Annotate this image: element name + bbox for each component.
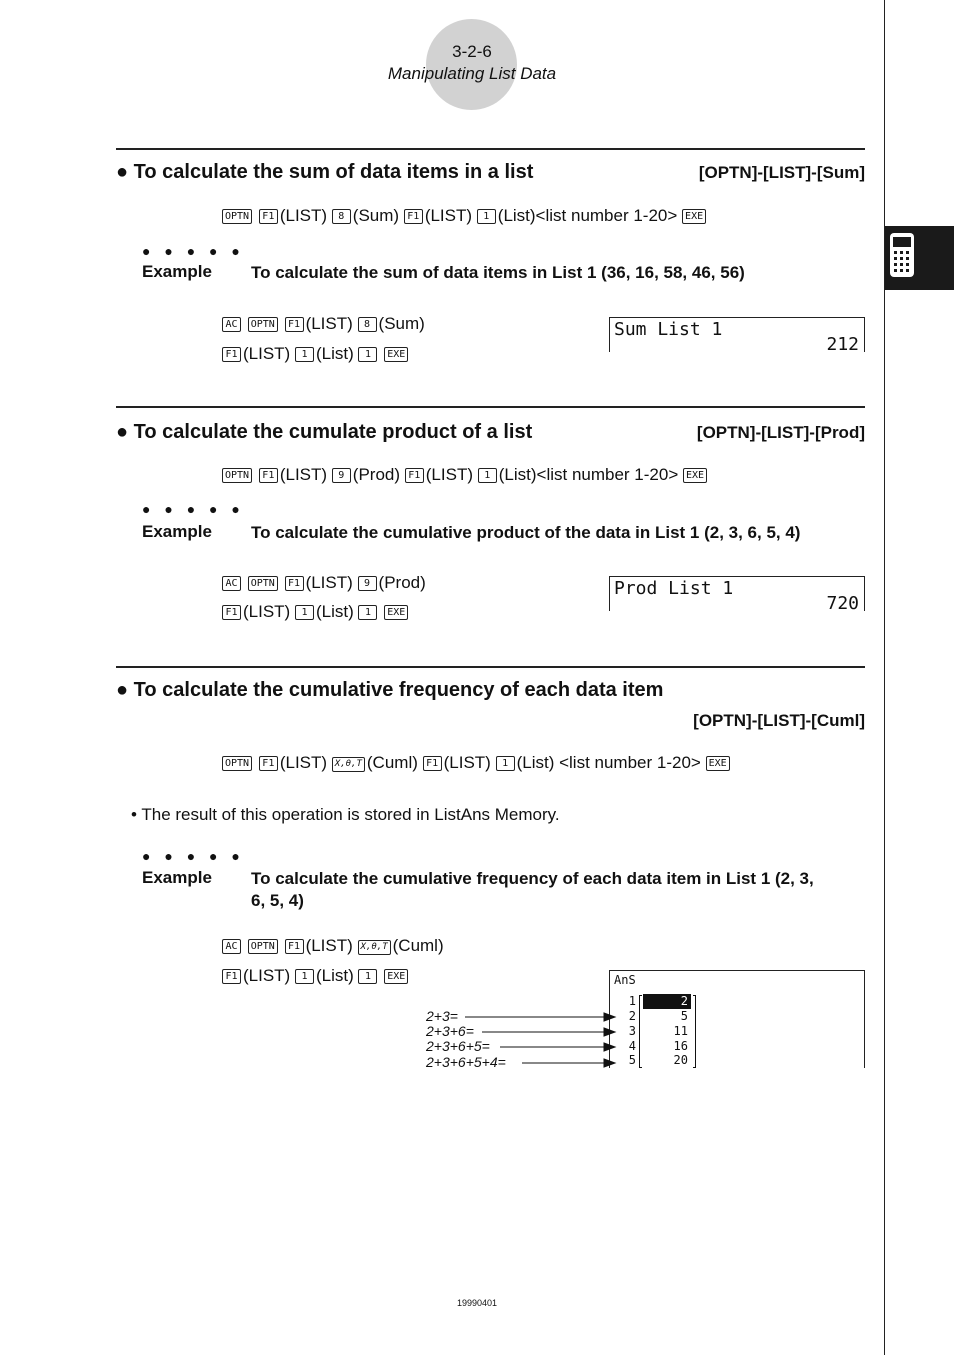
annotation-label: 2+3+6+5= <box>426 1038 490 1054</box>
list-row-value: 16 <box>673 1039 688 1053</box>
footer-code: 19990401 <box>456 1298 498 1308</box>
optn-key: OPTN <box>222 468 252 483</box>
ac-key: AC <box>222 939 241 954</box>
menu-path: [OPTN]-[LIST]-[Prod] <box>696 423 865 442</box>
exe-key: EXE <box>384 969 408 984</box>
f1-key: F1 <box>423 756 442 771</box>
f1-key: F1 <box>285 576 304 591</box>
1-key: 1 <box>295 605 314 620</box>
optn-key: OPTN <box>248 576 278 591</box>
menu-path: [OPTN]-[LIST]-[Cuml] <box>693 711 865 730</box>
list-row-index: 1 <box>628 994 636 1008</box>
screen-expression: Sum List 1 <box>614 319 723 340</box>
section-title: Manipulating List Data <box>387 64 557 83</box>
1-key: 1 <box>478 468 497 483</box>
exe-key: EXE <box>706 756 730 771</box>
optn-key: OPTN <box>222 209 252 224</box>
f1-key: F1 <box>222 347 241 362</box>
example-label: Example <box>142 522 212 541</box>
8-key: 8 <box>332 209 351 224</box>
section-rule <box>116 406 865 408</box>
screen-expression: Prod List 1 <box>614 578 734 599</box>
1-key: 1 <box>295 347 314 362</box>
list-header: AnS <box>614 973 636 987</box>
optn-key: OPTN <box>248 939 278 954</box>
section-rule <box>116 666 865 668</box>
list-row-index: 2 <box>628 1009 636 1023</box>
1-key: 1 <box>358 347 377 362</box>
section-rule <box>116 148 865 150</box>
example-marker: ● ● ● ● ● <box>142 243 245 259</box>
arrow-head <box>604 1059 615 1067</box>
x-theta-t-key: X,θ,T <box>358 940 391 955</box>
exe-key: EXE <box>682 209 706 224</box>
syntax-line: OPTN F1 (LIST) 8 (Sum) F1 (LIST) 1 (List)<list number 1-20> EXE <box>222 206 708 226</box>
list-answer-screen <box>609 970 865 1068</box>
f1-key: F1 <box>222 969 241 984</box>
1-key: 1 <box>358 605 377 620</box>
menu-path: [OPTN]-[LIST]-[Sum] <box>698 163 865 182</box>
key-sequence: AC OPTN F1 (LIST) 8 (Sum) <box>222 314 425 334</box>
f1-key: F1 <box>259 209 278 224</box>
page-margin-line <box>884 0 885 1355</box>
ac-key: AC <box>222 317 241 332</box>
f1-key: F1 <box>285 939 304 954</box>
list-row-index: 4 <box>628 1039 636 1053</box>
optn-key: OPTN <box>222 756 252 771</box>
syntax-line: OPTN F1 (LIST) X,θ,T (Cuml) F1 (LIST) 1 (List) <list number 1-20> EXE <box>222 753 732 773</box>
f1-key: F1 <box>259 468 278 483</box>
chapter-tab <box>885 226 954 290</box>
example-marker: ● ● ● ● ● <box>142 848 245 864</box>
1-key: 1 <box>295 969 314 984</box>
8-key: 8 <box>358 317 377 332</box>
key-sequence: F1 (LIST) 1 (List) 1 EXE <box>222 602 410 622</box>
list-row-value: 11 <box>673 1024 688 1038</box>
1-key: 1 <box>358 969 377 984</box>
f1-key: F1 <box>285 317 304 332</box>
f1-key: F1 <box>222 605 241 620</box>
example-text: To calculate the cumulative frequency of each data item in List 1 (2, 3, 6, 5, 4) <box>251 869 814 910</box>
screen-result: 720 <box>826 593 859 614</box>
list-bracket-right <box>693 995 696 1068</box>
arrow-head <box>604 1043 615 1051</box>
example-marker: ● ● ● ● ● <box>142 501 245 517</box>
section-heading: ● To calculate the cumulative frequency of each data item <box>116 679 664 701</box>
example-label: Example <box>142 262 212 281</box>
example-text: To calculate the cumulative product of the data in List 1 (2, 3, 6, 5, 4) <box>251 523 801 542</box>
f1-key: F1 <box>404 209 423 224</box>
screen-result: 212 <box>826 334 859 355</box>
example-text: To calculate the sum of data items in List 1 (36, 16, 58, 46, 56) <box>251 263 745 282</box>
annotation-label: 2+3+6= <box>426 1023 474 1039</box>
annotation-label: 2+3= <box>426 1008 458 1024</box>
x-theta-t-key: X,θ,T <box>332 757 365 772</box>
1-key: 1 <box>477 209 496 224</box>
section-heading: ● To calculate the sum of data items in a list <box>116 161 534 183</box>
exe-key: EXE <box>683 468 707 483</box>
arrow-head <box>604 1028 615 1036</box>
key-sequence: F1 (LIST) 1 (List) 1 EXE <box>222 344 410 364</box>
f1-key: F1 <box>405 468 424 483</box>
annotation-arrows <box>460 1010 620 1070</box>
section-number: 3-2-6 <box>452 42 492 61</box>
syntax-line: OPTN F1 (LIST) 9 (Prod) F1 (LIST) 1 (List)<list number 1-20> EXE <box>222 465 709 485</box>
calculator-screen <box>609 576 865 614</box>
list-row-value: 5 <box>680 1009 688 1023</box>
1-key: 1 <box>496 756 515 771</box>
annotation-label: 2+3+6+5+4= <box>426 1054 506 1070</box>
exe-key: EXE <box>384 605 408 620</box>
note-text: • The result of this operation is stored in ListAns Memory. <box>131 805 560 824</box>
ac-key: AC <box>222 576 241 591</box>
f1-key: F1 <box>259 756 278 771</box>
list-row-value: 20 <box>673 1053 688 1067</box>
arrow-head <box>604 1013 615 1021</box>
9-key: 9 <box>332 468 351 483</box>
list-row-index: 5 <box>628 1053 636 1067</box>
example-label: Example <box>142 868 212 887</box>
key-sequence: AC OPTN F1 (LIST) 9 (Prod) <box>222 573 426 593</box>
key-sequence: AC OPTN F1 (LIST) X,θ,T (Cuml) <box>222 936 444 956</box>
list-bracket-left <box>639 995 642 1068</box>
9-key: 9 <box>358 576 377 591</box>
calculator-screen <box>609 317 865 355</box>
optn-key: OPTN <box>248 317 278 332</box>
exe-key: EXE <box>384 347 408 362</box>
list-row-index: 3 <box>628 1024 636 1038</box>
section-heading: ● To calculate the cumulate product of a list <box>116 421 533 443</box>
key-sequence: F1 (LIST) 1 (List) 1 EXE <box>222 966 410 986</box>
list-row-value: 2 <box>680 994 688 1008</box>
calculator-icon <box>885 226 954 290</box>
